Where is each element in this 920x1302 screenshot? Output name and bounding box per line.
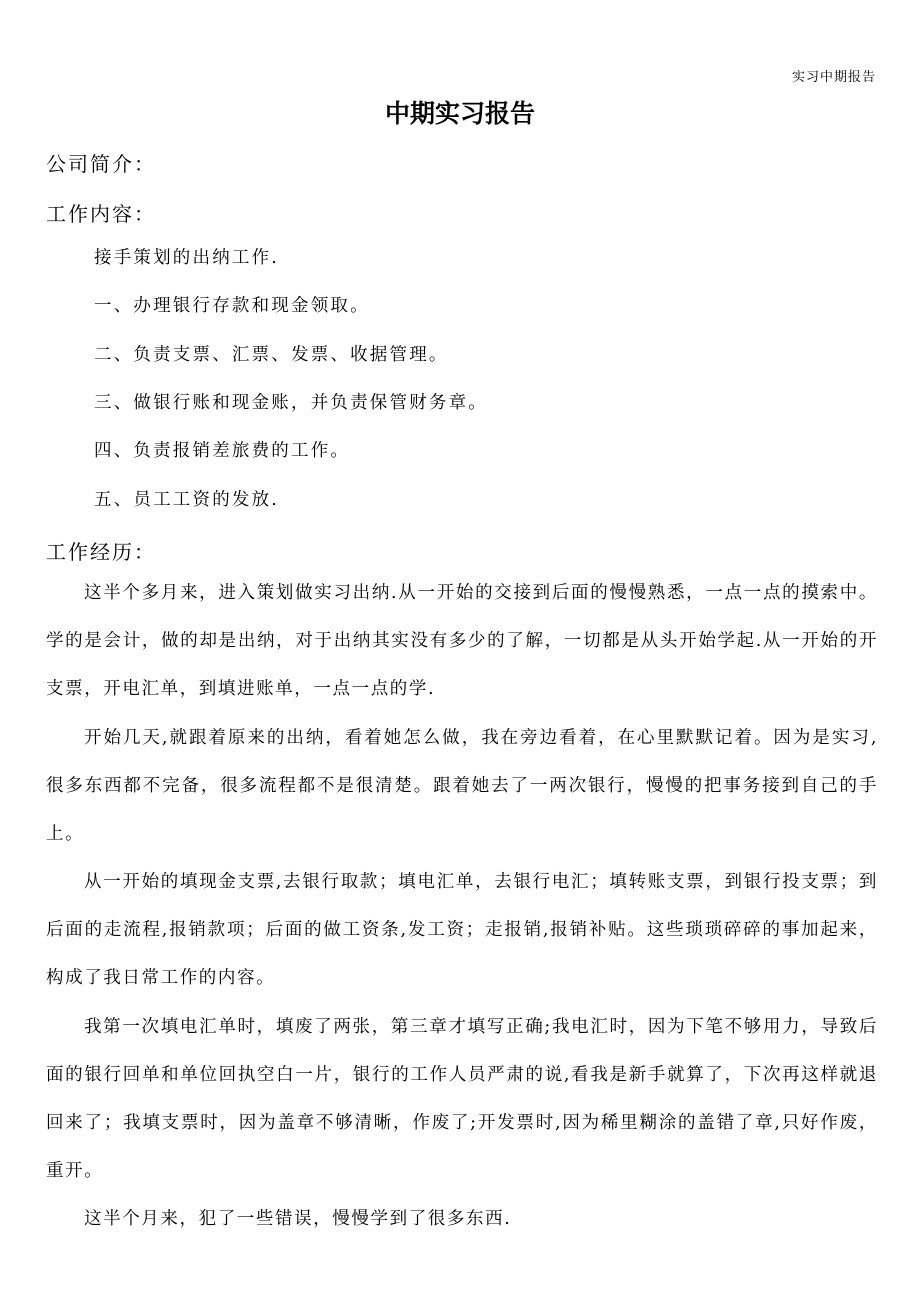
page-title: 中期实习报告 — [384, 99, 535, 128]
task-intro: 接手策划的出纳工作. — [94, 248, 280, 268]
task-item-3: 三、做银行账和现金账，并负责保管财务章。 — [94, 393, 488, 413]
section-heading-company: 公司简介： — [46, 152, 156, 176]
section-heading-work-experience: 工作经历： — [46, 540, 156, 564]
paragraph-4: 我第一次填电汇单时，填废了两张，第三章才填写正确;我电汇时，因为下笔不够用力，导致后面的银行回单和单位回执空白一片，银行的工作人员严肃的说,看我是新手就算了，下次再这样就退回来了；我填支票时，因为盖章不够清晰，作废了;开发票时,因为稀里糊涂的盖错了章,只好作废，重开。 — [46, 1017, 878, 1181]
running-header: 实习中期报告 — [791, 70, 876, 85]
paragraph-2: 开始几天,就跟着原来的出纳，看着她怎么做，我在旁边看着，在心里默默记着。因为是实习,很多东西都不完备，很多流程都不是很清楚。跟着她去了一两次银行，慢慢的把事务接到自己的手上。 — [46, 728, 878, 844]
task-item-4: 四、负责报销差旅费的工作。 — [94, 441, 351, 461]
paragraph-3: 从一开始的填现金支票,去银行取款；填电汇单，去银行电汇；填转账支票，到银行投支票；到后面的走流程,报销款项；后面的做工资条,发工资；走报销,报销补贴。这些琐琐碎碎的事加起来，构成了我日常工作的内容。 — [46, 872, 878, 988]
task-item-1: 一、办理银行存款和现金领取。 — [94, 296, 370, 316]
paragraph-5: 这半个月来，犯了一些错误，慢慢学到了很多东西. — [84, 1209, 512, 1229]
paragraph-1: 这半个多月来，进入策划做实习出纳.从一开始的交接到后面的慢慢熟悉，一点一点的摸索中。学的是会计，做的却是出纳，对于出纳其实没有多少的了解，一切都是从头开始学起.从一开始的开支票，开电汇单，到填进账单，一点一点的学. — [46, 583, 878, 699]
task-item-5: 五、员工工资的发放. — [94, 490, 280, 510]
section-heading-work-content: 工作内容： — [46, 202, 156, 226]
task-item-2: 二、负责支票、汇票、发票、收据管理。 — [94, 345, 449, 365]
